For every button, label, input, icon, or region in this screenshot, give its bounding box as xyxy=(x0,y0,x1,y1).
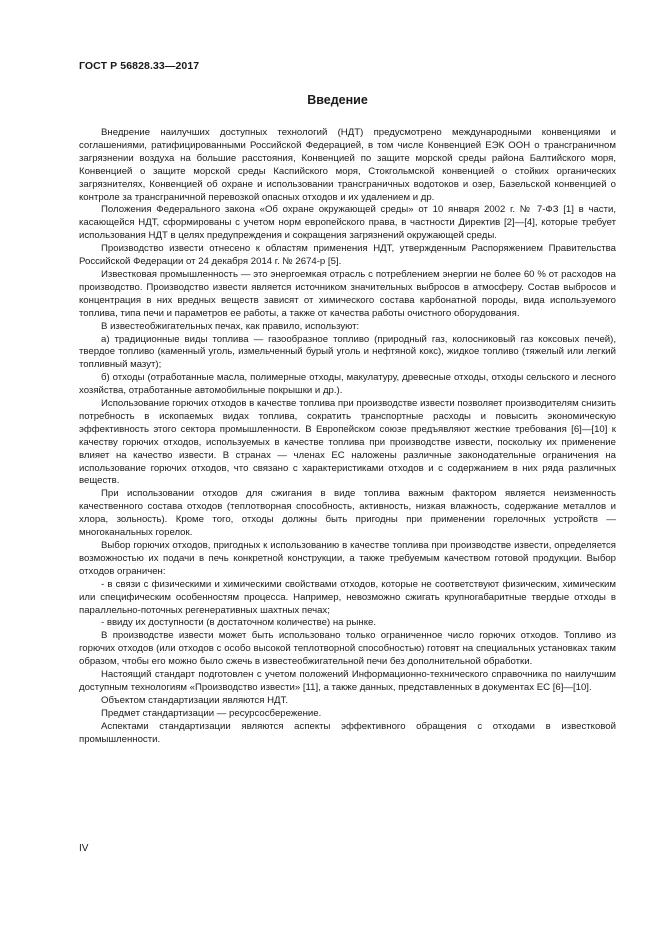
paragraph: Производство извести отнесено к областям применения НДТ, утвержденным Распоряжением Правительства Российской Федерации от 24 декабря 2014 г. № 2674-р [5]. xyxy=(79,243,616,268)
paragraph: В производстве извести может быть использовано только ограниченное число горючих отходов. Топливо из горючих отходов (или отходов с особо высокой теплотворной способностью) готовят на специальных установках таким образом, чтобы его можно было сжечь в известеобжигательной печи без дополнительной обработки. xyxy=(79,630,616,668)
paragraph: Известковая промышленность — это энергоемкая отрасль с потреблением энергии не более 60 % от расходов на производство. Производство извести является источником значительных выбросов в атмосферу. Состав выбросов и концентрация в них вредных веществ зависят от химического состава карбонатной породы, вида используемого топлива, типа печи и параметров ее работы, а также от качества работы очистного оборудования. xyxy=(79,268,616,319)
paragraph: Настоящий стандарт подготовлен с учетом положений Информационно-технического справочника по наилучшим доступным технологиям «Производство извести» [11], а также данных, представленных в документах ЕС [6]—[10]. xyxy=(79,669,616,693)
paragraph: Использование горючих отходов в качестве топлива при производстве извести позволяет производителям снизить потребность в ископаемых видах топлива, сократить транспортные расходы и повысить экономическую эффективность этого сектора промышленности. В Европейском союзе предъявляют жесткие требования [6]—[10] к качеству горючих отходов, используемых в качестве топлива при производстве извести, поскольку их применение влияет на качество извести. В странах — членах ЕС наложены различные законодательные ограничения на использование горючих отходов, что связано с характеристиками отходов и с содержанием в них ряда различных веществ. xyxy=(79,398,616,487)
paragraph: При использовании отходов для сжигания в виде топлива важным фактором является неизменность качественного состава отходов (теплотворная способность, активность, низкая влажность, содержание металлов и хлора, зольность). Кроме того, отходы должны быть пригодны при применении горелочных устройств — многоканальных горелок. xyxy=(79,488,616,539)
page-number: IV xyxy=(79,843,89,854)
standard-designation: ГОСТ Р 56828.33—2017 xyxy=(79,60,200,72)
section-title: Введение xyxy=(307,93,368,107)
list-item: б) отходы (отработанные масла, полимерные отходы, макулатуру, древесные отходы, отходы сельского и лесного хозяйства, отработанные автомобильные покрышки и др.). xyxy=(79,372,616,397)
paragraph: Выбор горючих отходов, пригодных к использованию в качестве топлива при производстве извести, определяется возможностью их подачи в печь конкретной конструкции, а также требуемым качеством готовой продукции. Выбор отходов ограничен: xyxy=(79,540,616,577)
introduction-body xyxy=(79,127,616,747)
paragraph: Внедрение наилучших доступных технологий (НДТ) предусмотрено международными конвенциями и соглашениями, ратифицированными Российской Федерацией, в том числе Конвенцией ЕЭК ООН о трансграничном загрязнении воздуха на большие расстояния, Конвенцией по защите морской среды района Балтийского моря, Конвенцией о защите морской среды Каспийского моря, Стокгольмской конвенцией о стойких органических загрязнителях, Конвенцией об охране и использовании трансграничных водотоков и озер, Базельской конвенцией о контроле за трансграничной перевозкой опасных отходов и их удалением и др. xyxy=(79,127,616,203)
list-item: - в связи с физическими и химическими свойствами отходов, которые не соответствуют физическим, химическим или специфическим особенностям процесса. Например, невозможно сжигать крупногабаритные твердые отходы в параллельно-поточных регенеративных шахтных печах; xyxy=(79,578,616,616)
paragraph: Положения Федерального закона «Об охране окружающей среды» от 10 января 2002 г. № 7-ФЗ [1] в части, касающейся НДТ, сформированы с учетом норм европейского права, в частности Директив [2]—[4], которые требует использования НДТ в целях предупреждения и сокращения загрязнений окружающей среды. xyxy=(79,204,616,242)
paragraph: Предмет стандартизации — ресурсосбережение. xyxy=(101,707,322,719)
paragraph: Аспектами стандартизации являются аспекты эффективного обращения с отходами в известковой промышленности. xyxy=(79,720,616,745)
list-item: - ввиду их доступности (в достаточном количестве) на рынке. xyxy=(101,617,377,629)
list-item: а) традиционные виды топлива — газообразное топливо (природный газ, колосниковый газ коксовых печей), твердое топливо (каменный уголь, измельченный бурый уголь и нефтяной кокс), жидкое топливо (тяжелый или легкий топливный мазут); xyxy=(79,333,616,371)
paragraph: Объектом стандартизации являются НДТ. xyxy=(101,694,288,706)
paragraph: В известеобжигательных печах, как правило, используют: xyxy=(101,320,360,332)
